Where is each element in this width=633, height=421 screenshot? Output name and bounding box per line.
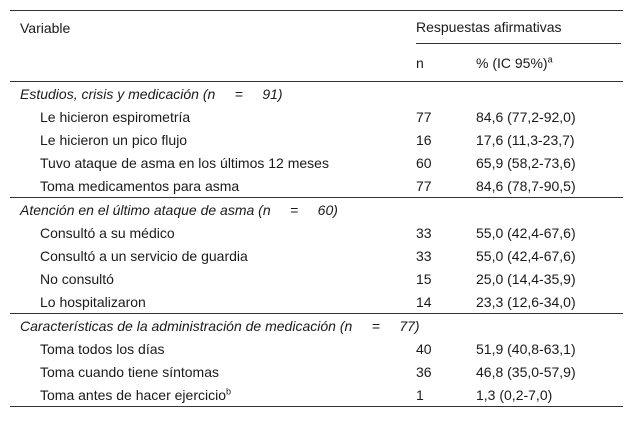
row-label-text: Le hicieron un pico flujo <box>40 131 188 148</box>
row-n-value: 15 <box>416 270 432 287</box>
row-label-text: Toma antes de hacer ejercicio <box>40 386 226 403</box>
row-label <box>10 360 404 383</box>
row-label-text: Toma todos los días <box>40 340 165 357</box>
row-n-value: 77 <box>416 177 432 194</box>
pct-header-label: % (IC 95%) <box>476 55 548 71</box>
section-header-row <box>10 82 623 106</box>
section-header-row <box>10 198 623 222</box>
table-row <box>10 128 623 151</box>
row-pct-value: 17,6 (11,3-23,7) <box>476 131 575 148</box>
row-label-text: Consultó a su médico <box>40 224 175 241</box>
pct-footnote-mark: a <box>547 54 553 65</box>
responses-header-label: Respuestas afirmativas <box>416 19 562 35</box>
table-row <box>10 174 623 198</box>
row-label <box>10 151 404 174</box>
row-pct-value: 55,0 (42,4-67,6) <box>476 224 576 241</box>
row-pct-value: 51,9 (40,8-63,1) <box>476 340 576 357</box>
section-title: Características de la administración de medicación (n = 77) <box>10 314 623 338</box>
row-pct-value: 84,6 (77,2-92,0) <box>476 108 576 125</box>
row-n-value: 1 <box>404 383 466 407</box>
row-n-value: 16 <box>416 131 432 148</box>
row-label-text: Consultó a un servicio de guardia <box>40 247 248 264</box>
row-label <box>10 337 404 360</box>
row-n-value: 36 <box>416 363 432 380</box>
section-header-row <box>10 314 623 338</box>
row-n-value: 33 <box>416 247 432 264</box>
table-row <box>10 221 623 244</box>
row-label-text: Lo hospitalizaron <box>40 293 146 310</box>
footnote-mark: b <box>226 385 232 396</box>
row-pct-value: 55,0 (42,4-67,6) <box>476 247 576 264</box>
row-label <box>10 383 404 407</box>
row-label <box>10 244 404 267</box>
row-n-value: 77 <box>416 108 432 125</box>
row-label-text: Toma medicamentos para asma <box>40 177 240 194</box>
row-label <box>10 267 404 290</box>
row-pct-value: 46,8 (35,0-57,9) <box>476 363 576 380</box>
row-n-value: 40 <box>416 340 432 357</box>
row-pct-value: 23,3 (12,6-34,0) <box>476 293 576 310</box>
row-n-value: 33 <box>416 224 432 241</box>
row-n-value: 60 <box>416 154 432 171</box>
row-pct-value: 84,6 (78,7-90,5) <box>476 177 576 194</box>
row-label <box>10 128 404 151</box>
n-header: n <box>404 45 466 82</box>
variable-header: Variable <box>10 11 404 82</box>
row-pct-value: 25,0 (14,4-35,9) <box>476 270 576 287</box>
pct-header <box>466 45 623 82</box>
row-label <box>10 174 404 198</box>
row-label <box>10 221 404 244</box>
row-label-text: Tuvo ataque de asma en los últimos 12 meses <box>40 154 329 171</box>
table-row <box>10 290 623 314</box>
row-label-text: Toma cuando tiene síntomas <box>40 363 219 380</box>
section-title: Atención en el último ataque de asma (n = 60) <box>10 198 623 222</box>
responses-header <box>404 11 623 46</box>
row-label-text: No consultó <box>40 270 114 287</box>
table-row <box>10 360 623 383</box>
row-label <box>10 290 404 314</box>
results-table <box>10 10 623 407</box>
table-row <box>10 151 623 174</box>
table-row <box>10 105 623 128</box>
row-label-text: Le hicieron espirometría <box>40 108 191 125</box>
section-title: Estudios, crisis y medicación (n = 91) <box>20 85 283 102</box>
table-row <box>10 267 623 290</box>
header-row-1 <box>10 11 623 46</box>
table-row <box>10 337 623 360</box>
table-body <box>10 82 623 407</box>
row-pct-value: 65,9 (58,2-73,6) <box>476 154 576 171</box>
table-row <box>10 383 623 407</box>
row-label <box>10 105 404 128</box>
row-n-value: 14 <box>416 293 432 310</box>
table-row <box>10 244 623 267</box>
row-pct-value: 1,3 (0,2-7,0) <box>466 383 623 407</box>
data-table-container <box>10 10 623 410</box>
